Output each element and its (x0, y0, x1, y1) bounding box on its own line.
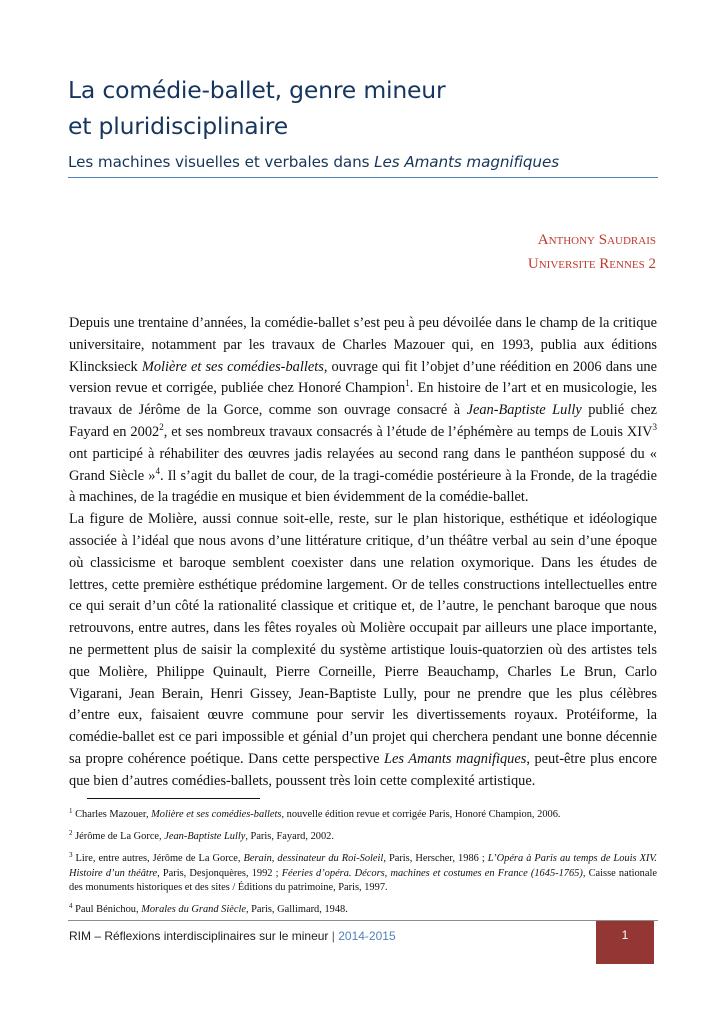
text-run: Charles Mazouer, (72, 809, 152, 820)
footnote-ref-2[interactable]: 2 (159, 421, 164, 432)
title-divider (68, 177, 658, 178)
footnote-number: 4 (69, 902, 73, 910)
footnote-number: 3 (69, 851, 73, 859)
text-run: Jérôme de La Gorce, (72, 831, 165, 842)
text-run: La figure de Molière, aussi connue soit-elle, reste, sur le plan historique, esthétique et idéologique associée à l’idéal que nous avons d’une littérature critique, d’un théâtre verbal au sein d’une époque où classicisme et baroque semblent coexister dans une relation oxymorique. Dans les études de lettres, cette première esthétique prédomine largement. Or de telles constructions intellectuelles entre ce qui serait d’un côté la rationalité classique et critique et, de l’autre, le penchant baroque que nous retrouvons, entre autres, dans les fêtes royales où Molière occupait par ailleurs une place importante, ne permettent plus de saisir la complexité du système artistique louis-quatorzien où des artistes tels que Molière, Philippe Quinault, Pierre Corneille, Pierre Beauchamp, Charles Le Brun, Carlo Vigarani, Jean Berain, Henri Gissey, Jean-Baptiste Lully, pour ne prendre que les plus célèbres d’entre eux, faisaient œuvre commune pour servir les divertissements royaux. Protéiforme, la comédie-ballet est ce pari impossible et génial d’un projet qui cherchera pendant une bonne décennie sa propre cohérence poétique. Dans cette perspective (69, 511, 657, 767)
paragraph-2 (69, 509, 657, 792)
footnote-ref-1[interactable]: 1 (405, 378, 410, 389)
footnote-1 (69, 808, 657, 823)
footnote-divider (87, 798, 260, 799)
text-run: , Paris, Gallimard, 1948. (245, 904, 348, 915)
footer-divider (68, 920, 658, 921)
text-run: . Il s’agit du ballet de cour, de la tragi-comédie postérieure à la Fronde, de la tragédie à machines, de la tragédie en musique et bien évidemment de la comédie-ballet. (69, 467, 658, 506)
text-run: , et ses nombreux travaux consacrés à l’étude de l’éphémère au temps de Louis XIV (163, 423, 653, 440)
footnote-3 (69, 852, 657, 896)
text-run: , Caisse nationale des monuments historiques et des sites / Éditions du patrimoine, Paris, 1997. (69, 867, 657, 893)
title-line-1: La comédie-ballet, genre mineur (68, 76, 446, 104)
title-line-2: et pluridisciplinaire (68, 112, 289, 140)
italic-run: Les Amants magnifiques (384, 750, 527, 767)
subtitle (68, 151, 658, 173)
footnote-2 (69, 830, 657, 845)
text-run: , Paris, Desjonquères, 1992 ; (157, 867, 282, 879)
journal-name: RIM – Réflexions interdisciplinaires sur le mineur (69, 929, 329, 943)
italic-run: Jean-Baptiste Lully (164, 831, 246, 842)
italic-run: L’Opéra à Paris au temps de Louis XIV. Histoire d’un théâtre (69, 853, 657, 879)
running-footer (69, 928, 396, 944)
subtitle-work-title: Les Amants magnifiques (374, 153, 560, 171)
text-run: , Paris, Herscher, 1986 ; (383, 853, 488, 864)
footnotes (69, 808, 657, 925)
text-run: , nouvelle édition revue et corrigée Paris, Honoré Champion, 2006. (281, 809, 561, 820)
paragraph-1 (69, 313, 657, 509)
footnote-number: 1 (69, 807, 73, 815)
italic-run: Féeries d’opéra. Décors, machines et costumes en France (1645-1765) (281, 867, 583, 879)
footnote-ref-3[interactable]: 3 (652, 421, 657, 432)
author-affiliation: Universite Rennes 2 (527, 256, 656, 272)
text-run: Lire, entre autres, Jérôme de La Gorce, (72, 853, 244, 864)
text-run: . En histoire de l’art et en musicologie, les travaux de Jérôme de la Gorce, comme son ouvrage consacré à (69, 380, 657, 419)
text-run: , Paris, Fayard, 2002. (245, 831, 334, 842)
italic-run: Berain, dessinateur du Roi-Soleil (243, 853, 384, 864)
title-block (68, 72, 658, 173)
text-run: ont participé à réhabiliter des œuvres jadis relayées au second rang dans le panthéon supposé du « Grand Siècle » (69, 445, 657, 484)
main-title (68, 72, 658, 144)
footer-separator: | (328, 929, 339, 943)
italic-run: Molière et ses comédies-ballets (141, 358, 324, 375)
footnote-number: 2 (69, 829, 73, 837)
footnote-ref-4[interactable]: 4 (155, 465, 160, 476)
italic-run: Morales du Grand Siècle (141, 904, 246, 915)
italic-run: Jean-Baptiste Lully (466, 402, 582, 419)
text-run: publié chez Fayard en 2002 (69, 402, 657, 440)
subtitle-prefix: Les machines visuelles et verbales dans (68, 153, 375, 171)
italic-run: Molière et ses comédies-ballets (151, 809, 282, 820)
author-name: Anthony Saudrais (537, 232, 656, 248)
footer-years: 2014-2015 (338, 929, 396, 943)
author-block (528, 228, 656, 276)
text-run: Depuis une trentaine d’années, la comédie-ballet s’est peu à peu dévoilée dans le champ de la critique universitaire, notamment par les travaux de Charles Mazouer qui, en 1993, publia aux éditions Klincksieck (69, 315, 657, 375)
footnote-4 (69, 903, 657, 918)
text-run: Paul Bénichou, (72, 904, 142, 915)
article-body (69, 313, 657, 793)
page-number: 1 (596, 921, 654, 964)
text-run: , peut-être plus encore que bien d’autres comédies-ballets, poussent très loin cette complexité artistique. (69, 750, 658, 789)
text-run: , ouvrage qui fit l’objet d’une réédition en 2006 dans une version revue et corrigée, publiée chez Honoré Champion (69, 358, 657, 397)
